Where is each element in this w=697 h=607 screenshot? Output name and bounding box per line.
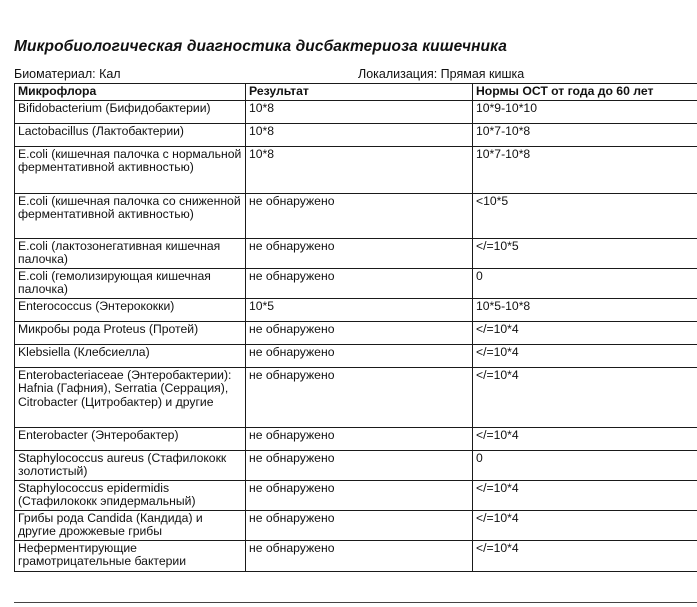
localization-label: Локализация: Прямая кишка <box>358 67 525 81</box>
cell-norm: </=10*5 <box>473 238 697 268</box>
cell-norm: 10*9-10*10 <box>473 100 697 123</box>
cell-result: не обнаружено <box>246 450 473 480</box>
cell-norm: </=10*4 <box>473 510 697 540</box>
cell-result: не обнаружено <box>246 193 473 238</box>
table-header-row <box>15 84 697 101</box>
cell-norm: </=10*4 <box>473 344 697 367</box>
cell-organism: Грибы рода Candida (Кандида) и другие дрожжевые грибы <box>15 510 246 540</box>
page-title: Микробиологическая диагностика дисбактериоза кишечника <box>14 38 507 55</box>
table-row <box>15 344 697 367</box>
cell-result: 10*5 <box>246 298 473 321</box>
table-row <box>15 123 697 146</box>
cell-organism: Enterococcus (Энтерококки) <box>15 298 246 321</box>
cell-organism: Klebsiella (Клебсиелла) <box>15 344 246 367</box>
cell-result: 10*8 <box>246 123 473 146</box>
cell-organism: E.coli (кишечная палочка с нормальной ферментативной активностью) <box>15 146 246 193</box>
cell-organism: Enterobacter (Энтеробактер) <box>15 427 246 450</box>
cell-norm: 0 <box>473 450 697 480</box>
cell-norm: </=10*4 <box>473 427 697 450</box>
table-row <box>15 321 697 344</box>
cell-result: не обнаружено <box>246 367 473 427</box>
cell-norm: <10*5 <box>473 193 697 238</box>
cell-result: не обнаружено <box>246 510 473 540</box>
header-microflora: Микрофлора <box>15 84 246 101</box>
cell-organism: Неферментирующие грамотрицательные бактерии <box>15 540 246 571</box>
cell-norm: </=10*4 <box>473 321 697 344</box>
cell-norm: </=10*4 <box>473 480 697 510</box>
cell-result: не обнаружено <box>246 427 473 450</box>
table-row <box>15 238 697 268</box>
results-table <box>14 83 697 572</box>
cell-norm: </=10*4 <box>473 540 697 571</box>
table-row <box>15 146 697 193</box>
table-row <box>15 100 697 123</box>
bottom-divider <box>14 602 697 603</box>
cell-result: не обнаружено <box>246 321 473 344</box>
table-row <box>15 510 697 540</box>
cell-norm: 0 <box>473 268 697 298</box>
table-row <box>15 540 697 571</box>
cell-result: не обнаружено <box>246 238 473 268</box>
cell-organism: Bifidobacterium (Бифидобактерии) <box>15 100 246 123</box>
cell-organism: Микробы рода Proteus (Протей) <box>15 321 246 344</box>
cell-norm: 10*7-10*8 <box>473 146 697 193</box>
cell-organism: E.coli (кишечная палочка со сниженной ферментативной активностью) <box>15 193 246 238</box>
biomaterial-label: Биоматериал: Кал <box>14 67 121 81</box>
cell-organism: Staphylococcus epidermidis (Стафилококк эпидермальный) <box>15 480 246 510</box>
cell-norm: 10*5-10*8 <box>473 298 697 321</box>
cell-organism: E.coli (лактозонегативная кишечная палочка) <box>15 238 246 268</box>
cell-result: не обнаружено <box>246 480 473 510</box>
cell-organism: Lactobacillus (Лактобактерии) <box>15 123 246 146</box>
cell-norm: 10*7-10*8 <box>473 123 697 146</box>
table-row <box>15 480 697 510</box>
table-row <box>15 193 697 238</box>
cell-norm: </=10*4 <box>473 367 697 427</box>
cell-organism: Enterobacteriaceae (Энтеробактерии): Hafnia (Гафния), Serratia (Серрация), Citrobacter (Цитробактер) и другие <box>15 367 246 427</box>
table-row <box>15 367 697 427</box>
table-row <box>15 268 697 298</box>
cell-organism: E.coli (гемолизирующая кишечная палочка) <box>15 268 246 298</box>
cell-result: не обнаружено <box>246 540 473 571</box>
cell-result: не обнаружено <box>246 268 473 298</box>
cell-result: 10*8 <box>246 100 473 123</box>
table-row <box>15 298 697 321</box>
cell-result: не обнаружено <box>246 344 473 367</box>
table-row <box>15 427 697 450</box>
cell-organism: Staphylococcus aureus (Стафилококк золотистый) <box>15 450 246 480</box>
cell-result: 10*8 <box>246 146 473 193</box>
header-result: Результат <box>246 84 473 101</box>
table-row <box>15 450 697 480</box>
header-norm: Нормы ОСТ от года до 60 лет <box>473 84 697 101</box>
